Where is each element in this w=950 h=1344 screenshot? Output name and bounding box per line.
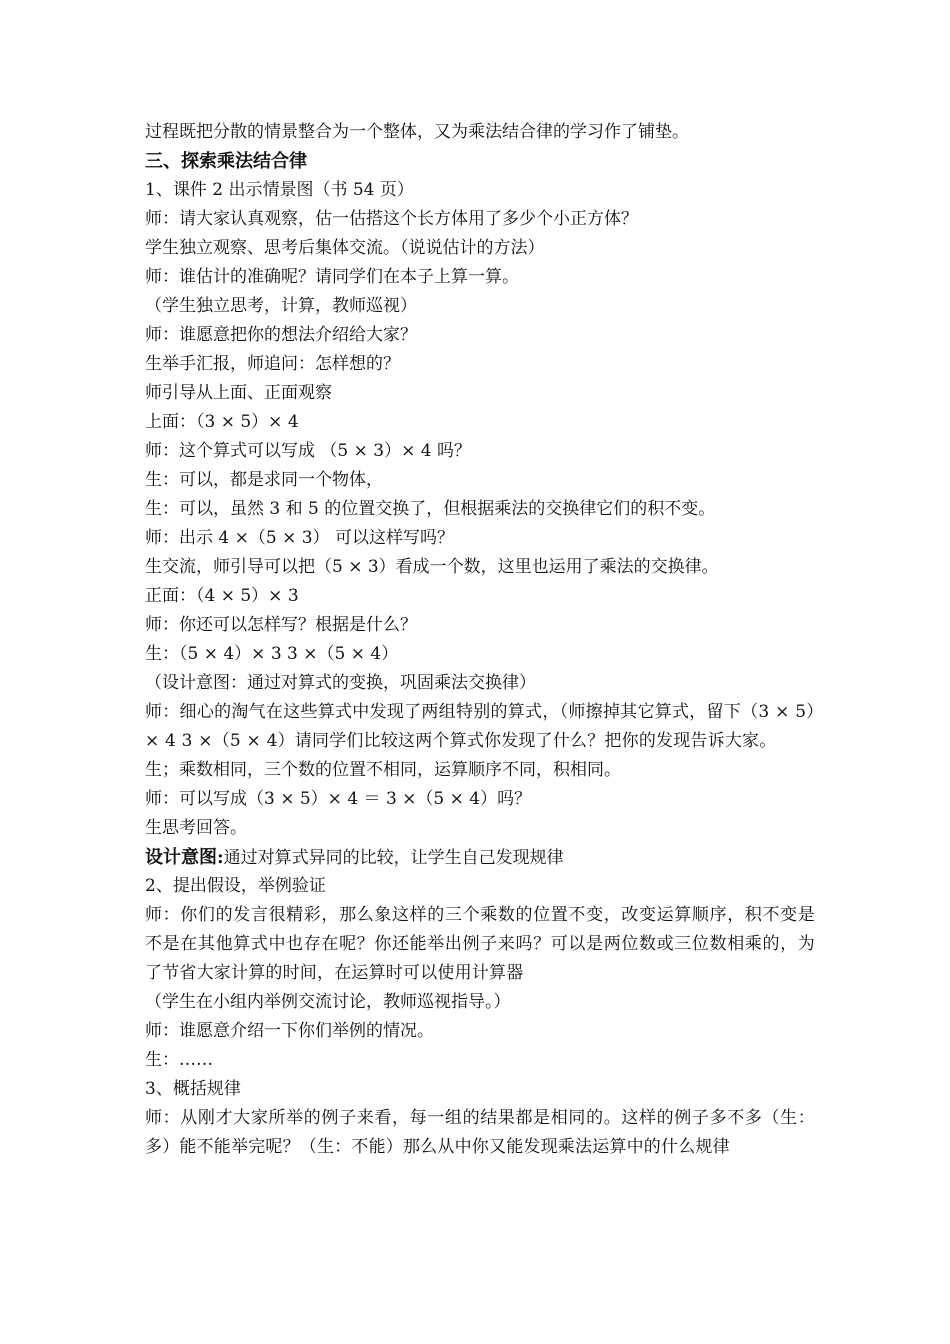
text-line: 师：请大家认真观察，估一估搭这个长方体用了多少个小正方体？ — [145, 209, 638, 229]
text-line: 师：这个算式可以写成 （5 × 3）× 4 吗？ — [145, 441, 471, 461]
text-line: 师：可以写成（3 × 5）× 4 ＝ 3 ×（5 × 4）吗？ — [145, 789, 532, 809]
text-line: 学生独立观察、思考后集体交流。（说说估计的方法） — [145, 238, 545, 258]
text-line: 师引导从上面、正面观察 — [145, 383, 332, 403]
text-line: 生：（5 × 4）× 3 3 ×（5 × 4） — [145, 644, 399, 664]
design-intent-label: 设计意图: — [145, 847, 224, 868]
text-line: （学生在小组内举例交流讨论，教师巡视指导。） — [145, 992, 511, 1012]
document-page — [145, 118, 815, 1162]
text-line: 生交流，师引导可以把（5 × 3）看成一个数，这里也运用了乘法的交换律。 — [145, 557, 719, 577]
paragraph: 师：细心的淘气在这些算式中发现了两组特别的算式，（师擦掉其它算式，留下（3 × 5）× 4 3 ×（5 × 4）请同学们比较这两个算式你发现了什么？把你的发现告诉大家。 — [145, 702, 815, 751]
paragraph: 师：从刚才大家所举的例子来看，每一组的结果都是相同的。这样的例子多不多（生：多）能不能举完呢？（生：不能）那么从中你又能发现乘法运算中的什么规律 — [145, 1108, 815, 1157]
text-line: 过程既把分散的情景整合为一个整体，又为乘法结合律的学习作了铺垫。 — [145, 122, 689, 142]
text-line: 生思考回答。 — [145, 818, 247, 838]
text-line: 上面：（3 × 5）× 4 — [145, 412, 299, 432]
text-line: 师：你还可以怎样写？根据是什么？ — [145, 615, 417, 635]
design-intent-line — [145, 843, 815, 872]
text-line: 师：谁估计的准确呢？请同学们在本子上算一算。 — [145, 267, 519, 287]
paragraph: 师：你们的发言很精彩，那么象这样的三个乘数的位置不变，改变运算顺序，积不变是不是在其他算式中也存在呢？你还能举出例子来吗？可以是两位数或三位数相乘的，为了节省大家计算的时间，在运算时可以使用计算器 — [145, 905, 815, 983]
text-line: （设计意图：通过对算式的变换，巩固乘法交换律） — [145, 673, 536, 693]
text-line: 生：…… — [145, 1050, 213, 1070]
text-line: 正面：（4 × 5）× 3 — [145, 586, 299, 606]
text-line: 生举手汇报，师追问：怎样想的？ — [145, 354, 400, 374]
text-line: 生：可以，虽然 3 和 5 的位置交换了，但根据乘法的交换律它们的积不变。 — [145, 499, 716, 519]
text-line: 生：可以，都是求同一个物体， — [145, 470, 383, 490]
section-heading: 三、探索乘法结合律 — [145, 151, 307, 172]
text-line: 生；乘数相同，三个数的位置不相同，运算顺序不同，积相同。 — [145, 760, 621, 780]
section-title: 3、概括规律 — [145, 1079, 241, 1099]
text-line: 师：谁愿意把你的想法介绍给大家？ — [145, 325, 417, 345]
section-title: 2、提出假设，举例验证 — [145, 876, 326, 896]
text-line: （学生独立思考，计算，教师巡视） — [145, 296, 417, 316]
design-intent-text: 通过对算式异同的比较，让学生自己发现规律 — [223, 848, 564, 868]
text-line: 1、课件 2 出示情景图（书 54 页） — [145, 180, 414, 200]
text-line: 师：谁愿意介绍一下你们举例的情况。 — [145, 1021, 434, 1041]
text-line: 师：出示 4 ×（5 × 3） 可以这样写吗？ — [145, 528, 454, 548]
